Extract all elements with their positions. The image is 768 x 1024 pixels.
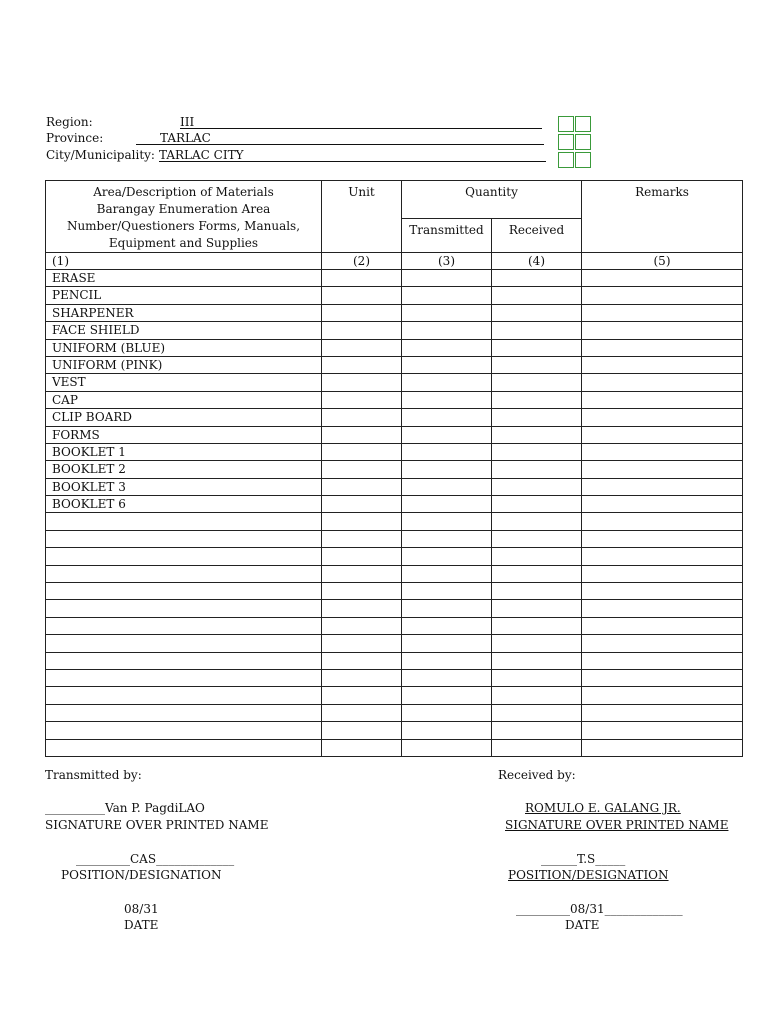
item-description: UNIFORM (BLUE) (46, 339, 322, 356)
table-row (46, 391, 743, 408)
remarks-cell (582, 652, 743, 669)
transmitted-cell (402, 270, 492, 287)
code-boxes (558, 116, 592, 170)
column-number: (4) (492, 253, 582, 270)
received-cell (492, 356, 582, 373)
received-cell (492, 409, 582, 426)
quantity-header: Quantity (402, 181, 582, 219)
table-row (46, 530, 743, 547)
code-box (575, 134, 591, 150)
unit-cell (322, 687, 402, 704)
table-row (46, 617, 743, 634)
unit-cell (322, 739, 402, 756)
table-row (46, 565, 743, 582)
remarks-cell (582, 530, 743, 547)
table-row (46, 635, 743, 652)
table-row (46, 461, 743, 478)
item-description (46, 652, 322, 669)
received-header: Received (492, 218, 582, 252)
unit-cell (322, 635, 402, 652)
item-description (46, 617, 322, 634)
remarks-cell (582, 409, 743, 426)
transmitted-cell (402, 322, 492, 339)
code-box (575, 152, 591, 168)
unit-cell (322, 339, 402, 356)
item-description: CAP (46, 391, 322, 408)
unit-cell (322, 704, 402, 721)
transmitted-cell (402, 339, 492, 356)
unit-cell (322, 461, 402, 478)
remarks-cell (582, 565, 743, 582)
description-header-line: Area/Description of Materials (93, 185, 274, 199)
received-cell (492, 739, 582, 756)
received-cell (492, 669, 582, 686)
transmitted-date: 08/31 (124, 902, 159, 916)
table-row (46, 669, 743, 686)
received-cell (492, 600, 582, 617)
unit-cell (322, 548, 402, 565)
item-description: ERASE (46, 270, 322, 287)
column-number: (3) (402, 253, 492, 270)
item-description: SHARPENER (46, 304, 322, 321)
unit-cell (322, 652, 402, 669)
item-description (46, 704, 322, 721)
received-cell (492, 478, 582, 495)
unit-cell (322, 391, 402, 408)
unit-cell (322, 530, 402, 547)
received-name-caption: SIGNATURE OVER PRINTED NAME (505, 818, 729, 832)
remarks-cell (582, 426, 743, 443)
item-description: FACE SHIELD (46, 322, 322, 339)
transmitted-cell (402, 391, 492, 408)
table-row (46, 287, 743, 304)
received-date-caption: DATE (565, 918, 600, 932)
item-description (46, 548, 322, 565)
province-value: TARLAC (160, 131, 211, 145)
item-description: BOOKLET 3 (46, 478, 322, 495)
remarks-cell (582, 478, 743, 495)
transmitted-cell (402, 548, 492, 565)
unit-cell (322, 426, 402, 443)
remarks-cell (582, 339, 743, 356)
received-cell (492, 339, 582, 356)
unit-cell (322, 583, 402, 600)
table-row (46, 443, 743, 460)
received-cell (492, 461, 582, 478)
transmitted-name: __________Van P. PagdiLAO (45, 801, 205, 815)
table-row (46, 356, 743, 373)
item-description (46, 600, 322, 617)
remarks-cell (582, 617, 743, 634)
transmitted-cell (402, 635, 492, 652)
column-number: (1) (46, 253, 322, 270)
remarks-header: Remarks (582, 181, 743, 253)
received-cell (492, 565, 582, 582)
transmitted-cell (402, 530, 492, 547)
transmitted-cell (402, 739, 492, 756)
remarks-cell (582, 583, 743, 600)
unit-cell (322, 304, 402, 321)
remarks-cell (582, 722, 743, 739)
transmitted-cell (402, 704, 492, 721)
received-cell (492, 652, 582, 669)
table-row (46, 339, 743, 356)
transmitted-cell (402, 513, 492, 530)
table-row (46, 409, 743, 426)
transmitted-cell (402, 652, 492, 669)
received-cell (492, 391, 582, 408)
transmitted-cell (402, 600, 492, 617)
item-description (46, 687, 322, 704)
description-header-line: Number/Questioners Forms, Manuals, (66, 219, 301, 233)
region-label: Region: (46, 115, 93, 129)
code-box (558, 134, 574, 150)
transmitted-name-caption: SIGNATURE OVER PRINTED NAME (45, 818, 269, 832)
unit-cell (322, 565, 402, 582)
remarks-cell (582, 443, 743, 460)
table-row (46, 652, 743, 669)
remarks-cell (582, 322, 743, 339)
received-cell (492, 530, 582, 547)
column-number: (2) (322, 253, 402, 270)
transmitted-header: Transmitted (402, 218, 492, 252)
transmitted-cell (402, 496, 492, 513)
code-box (575, 116, 591, 132)
remarks-cell (582, 513, 743, 530)
received-cell (492, 722, 582, 739)
item-description: BOOKLET 2 (46, 461, 322, 478)
unit-cell (322, 669, 402, 686)
remarks-cell (582, 287, 743, 304)
received-cell (492, 322, 582, 339)
remarks-cell (582, 600, 743, 617)
province-field (46, 131, 556, 148)
code-box (558, 116, 574, 132)
unit-cell (322, 374, 402, 391)
unit-cell (322, 443, 402, 460)
received-cell (492, 704, 582, 721)
received-position: ______T.S_____ (541, 852, 626, 866)
received-cell (492, 617, 582, 634)
remarks-cell (582, 304, 743, 321)
item-description (46, 722, 322, 739)
remarks-cell (582, 739, 743, 756)
item-description: PENCIL (46, 287, 322, 304)
received-name: ROMULO E. GALANG JR. (525, 801, 681, 815)
transmitted-position-caption: POSITION/DESIGNATION (61, 868, 222, 882)
unit-cell (322, 270, 402, 287)
received-cell (492, 687, 582, 704)
item-description (46, 583, 322, 600)
table-row (46, 304, 743, 321)
transmitted-cell (402, 722, 492, 739)
region-underline (180, 128, 542, 129)
table-row (46, 600, 743, 617)
item-description (46, 565, 322, 582)
transmitted-cell (402, 426, 492, 443)
item-description: CLIP BOARD (46, 409, 322, 426)
item-description: BOOKLET 6 (46, 496, 322, 513)
transmitted-cell (402, 356, 492, 373)
remarks-cell (582, 669, 743, 686)
remarks-cell (582, 374, 743, 391)
table-row (46, 322, 743, 339)
received-cell (492, 304, 582, 321)
unit-cell (322, 617, 402, 634)
table-row (46, 374, 743, 391)
remarks-cell (582, 548, 743, 565)
unit-cell (322, 496, 402, 513)
item-description (46, 530, 322, 547)
unit-cell (322, 478, 402, 495)
transmitted-cell (402, 287, 492, 304)
table-row (46, 496, 743, 513)
remarks-cell (582, 270, 743, 287)
item-description (46, 513, 322, 530)
description-header-line: Equipment and Supplies (108, 236, 259, 250)
unit-cell (322, 287, 402, 304)
received-cell (492, 426, 582, 443)
remarks-cell (582, 704, 743, 721)
column-number: (5) (582, 253, 743, 270)
region-value: III (180, 115, 195, 129)
item-description: UNIFORM (PINK) (46, 356, 322, 373)
unit-cell (322, 722, 402, 739)
remarks-cell (582, 391, 743, 408)
item-description (46, 669, 322, 686)
city-underline (159, 161, 546, 162)
transmitted-date-caption: DATE (124, 918, 159, 932)
received-cell (492, 287, 582, 304)
received-cell (492, 374, 582, 391)
received-cell (492, 548, 582, 565)
received-cell (492, 496, 582, 513)
transmitted-cell (402, 374, 492, 391)
received-cell (492, 443, 582, 460)
province-underline (136, 144, 544, 145)
table-row (46, 426, 743, 443)
received-date: _________08/31_____________ (516, 902, 683, 916)
received-by-label: Received by: (498, 768, 576, 782)
transmitted-cell (402, 304, 492, 321)
table-row (46, 270, 743, 287)
table-row (46, 722, 743, 739)
city-field (46, 148, 556, 165)
received-cell (492, 513, 582, 530)
table-row (46, 583, 743, 600)
item-description: FORMS (46, 426, 322, 443)
table-row (46, 687, 743, 704)
province-label: Province: (46, 131, 104, 145)
remarks-cell (582, 687, 743, 704)
transmitted-cell (402, 617, 492, 634)
received-position-caption: POSITION/DESIGNATION (508, 868, 669, 882)
table-row (46, 513, 743, 530)
region-field (46, 115, 556, 132)
transmitted-position: _________CAS_____________ (76, 852, 235, 866)
received-cell (492, 270, 582, 287)
transmitted-cell (402, 565, 492, 582)
unit-cell (322, 600, 402, 617)
city-value: TARLAC CITY (159, 148, 244, 162)
table-row (46, 478, 743, 495)
transmitted-cell (402, 443, 492, 460)
received-cell (492, 635, 582, 652)
unit-cell (322, 513, 402, 530)
code-box (558, 152, 574, 168)
item-description (46, 739, 322, 756)
materials-table (45, 180, 743, 757)
transmitted-cell (402, 409, 492, 426)
unit-header: Unit (322, 181, 402, 253)
transmitted-cell (402, 687, 492, 704)
description-header-line: Barangay Enumeration Area (96, 202, 271, 216)
unit-cell (322, 356, 402, 373)
unit-cell (322, 409, 402, 426)
item-description: VEST (46, 374, 322, 391)
remarks-cell (582, 496, 743, 513)
column-number-row (46, 253, 743, 270)
item-description: BOOKLET 1 (46, 443, 322, 460)
received-cell (492, 583, 582, 600)
unit-cell (322, 322, 402, 339)
item-description (46, 635, 322, 652)
transmitted-cell (402, 461, 492, 478)
table-row (46, 739, 743, 756)
transmitted-cell (402, 583, 492, 600)
description-header (46, 181, 322, 253)
transmitted-cell (402, 478, 492, 495)
transmitted-cell (402, 669, 492, 686)
remarks-cell (582, 635, 743, 652)
table-row (46, 704, 743, 721)
table-row (46, 548, 743, 565)
transmitted-by-label: Transmitted by: (45, 768, 142, 782)
remarks-cell (582, 461, 743, 478)
remarks-cell (582, 356, 743, 373)
city-label: City/Municipality: (46, 148, 155, 162)
